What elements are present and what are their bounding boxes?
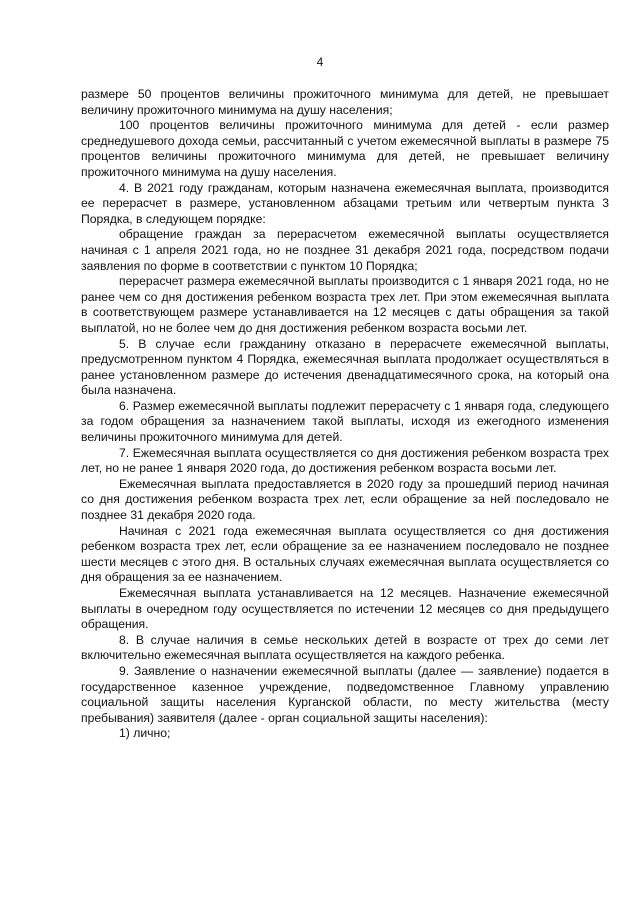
paragraph: размере 50 процентов величины прожиточного минимума для детей, не превышает величину прожиточного минимума на душу населения; [81, 87, 609, 117]
paragraph: 4. В 2021 году гражданам, которым назначена ежемесячная выплата, производится ее перерасчет в размере, установленном абзацами третьим или четвертым пункта 3 Порядка, в следующем порядке: [81, 180, 609, 226]
paragraph: Ежемесячная выплата устанавливается на 12 месяцев. Назначение ежемесячной выплаты в очередном году осуществляется по истечении 12 месяцев со дня предыдущего обращения. [81, 586, 609, 632]
paragraph: Ежемесячная выплата предоставляется в 2020 году за прошедший период начиная со дня достижения ребенком возраста трех лет, если обращение за ней последовало не позднее 31 декабря 2020 года. [81, 476, 609, 523]
page-number: 4 [316, 55, 324, 69]
paragraph: 100 процентов величины прожиточного минимума для детей - если размер среднедушевого дохода семьи, рассчитанный с учетом ежемесячной выплаты в размере 75 процентов величины прожиточного минимума для детей, не превышает величину прожиточного минимума на душу населения. [81, 118, 609, 179]
paragraph: обращение граждан за перерасчетом ежемесячной выплаты осуществляется начиная с 1 апреля 2021 года, но не позднее 31 декабря 2021 года, посредством подачи заявления по форме в соответствии с пунктом 10 Порядка; [81, 227, 609, 273]
paragraph: 5. В случае если гражданину отказано в перерасчете ежемесячной выплаты, предусмотренном пунктом 4 Порядка, ежемесячная выплата продолжает осуществляться в ранее установленном размере до истечения двенадцатимесячного срока, на который она была назначена. [81, 336, 609, 398]
paragraph: 8. В случае наличия в семье нескольких детей в возрасте от трех до семи лет включительно ежемесячная выплата осуществляется на каждого ребенка. [81, 632, 609, 663]
paragraph: 1) лично; [119, 726, 171, 741]
paragraph: перерасчет размера ежемесячной выплаты производится с 1 января 2021 года, но не ранее чем со дня достижения ребенком возраста трех лет. При этом ежемесячная выплата в соответствующем размере устанавливается на 12 месяцев с даты обращения за такой выплатой, но не более чем до дня достижения ребенком возраста восьми лет. [81, 274, 609, 335]
paragraph: 6. Размер ежемесячной выплаты подлежит перерасчету с 1 января года, следующего за годом обращения за назначением такой выплаты, исходя из ежегодного изменения величины прожиточного минимума для детей. [81, 398, 609, 445]
paragraph: 7. Ежемесячная выплата осуществляется со дня достижения ребенком возраста трех лет, но не ранее 1 января 2020 года, до достижения ребенком возраста восьми лет. [81, 445, 609, 476]
paragraph: 9. Заявление о назначении ежемесячной выплаты (далее — заявление) подается в государственное казенное учреждение, подведомственное Главному управлению социальной защиты населения Курганской области, по месту жительства (месту пребывания) заявителя (далее - орган социальной защиты населения): [81, 663, 609, 725]
document-body [81, 87, 609, 742]
paragraph: Начиная с 2021 года ежемесячная выплата осуществляется со дня достижения ребенком возраста трех лет, если обращение за ее назначением последовало не позднее шести месяцев с этого дня. В остальных случаях ежемесячная выплата осуществляется со дня обращения за ее назначением. [81, 523, 609, 585]
